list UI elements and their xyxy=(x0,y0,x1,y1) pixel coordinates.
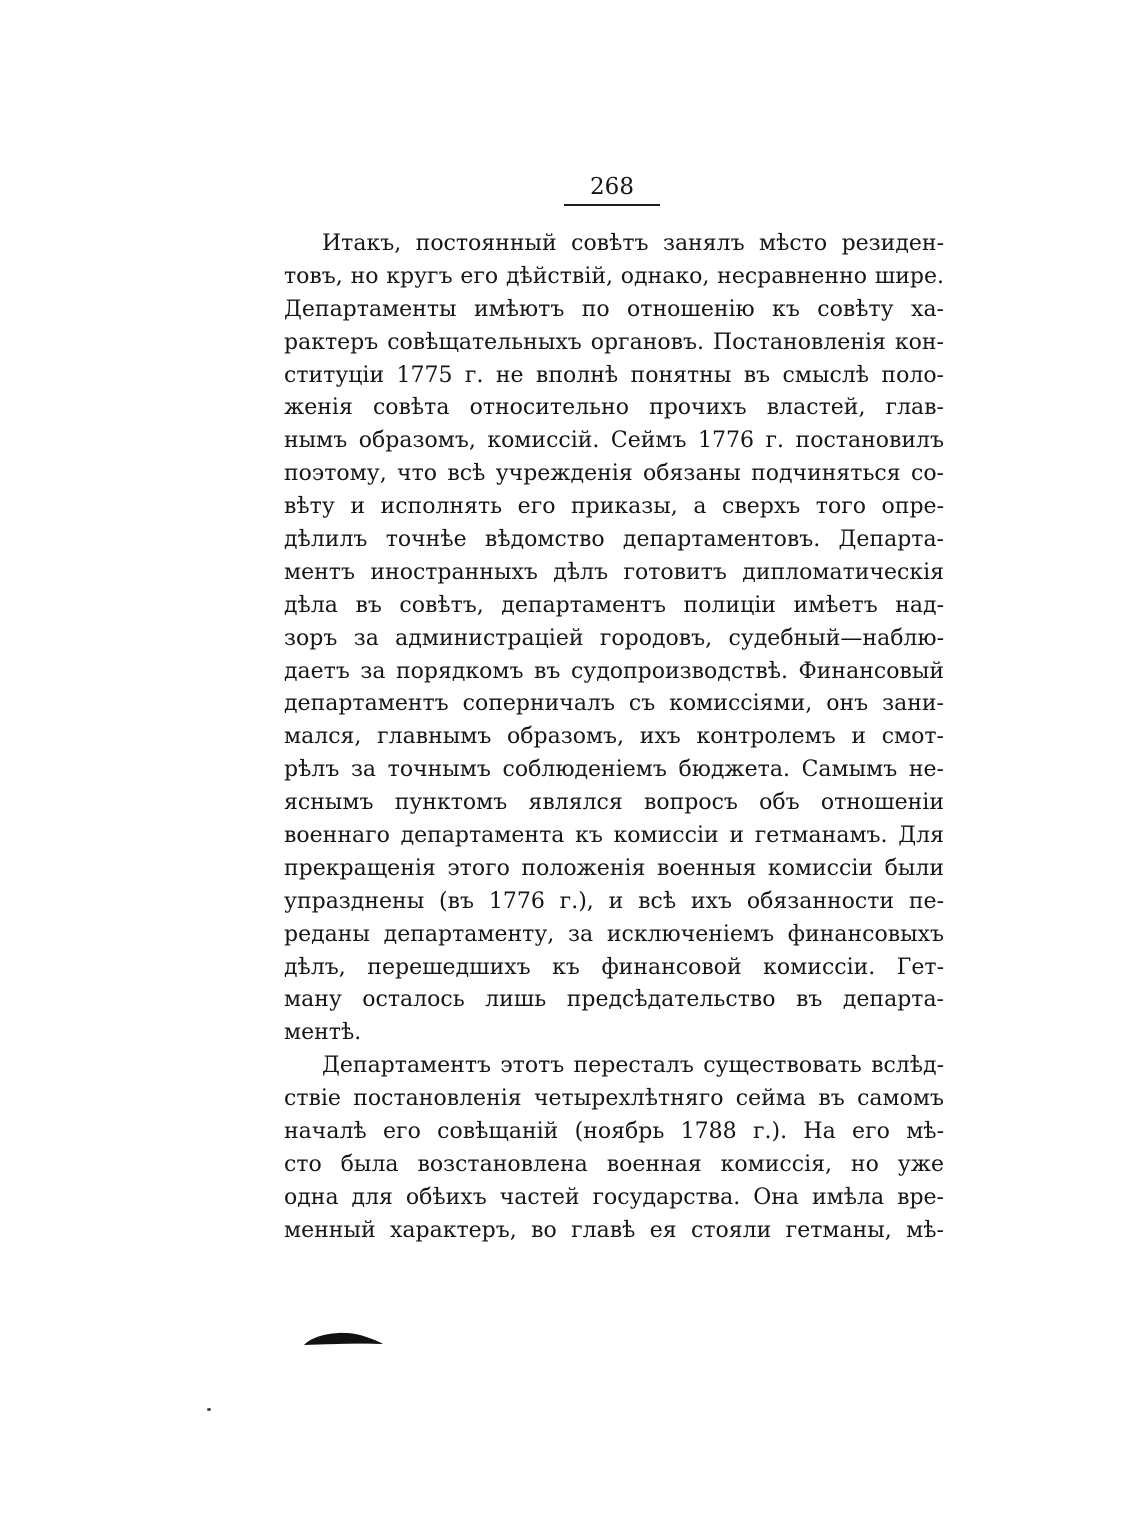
text-line: поэтому, что всѣ учрежденія обязаны подчиняться со- xyxy=(284,461,944,487)
text-line: вѣту и исполнять его приказы, а сверхъ того опре- xyxy=(284,494,944,520)
text-line: яснымъ пунктомъ являлся вопросъ объ отношеніи xyxy=(284,790,944,816)
text-line: Департаменты имѣютъ по отношенію къ совѣту ха- xyxy=(284,296,944,322)
text-line: рѣлъ за точнымъ соблюденіемъ бюджета. Самымъ не- xyxy=(284,757,944,783)
text-line: упразднены (въ 1776 г.), и всѣ ихъ обязанности пе- xyxy=(284,888,944,914)
text-line: менный характеръ, во главѣ ея стояли гетманы, мѣ- xyxy=(284,1217,944,1243)
text-line: ствіе постановленія четырехлѣтняго сейма въ самомъ xyxy=(284,1086,944,1112)
text-line: даетъ за порядкомъ въ судопроизводствѣ. Финансовый xyxy=(284,658,944,684)
text-line: ману осталось лишь предсѣдательство въ департа- xyxy=(284,987,944,1013)
text-line: началѣ его совѣщаній (ноябрь 1788 г.). На его мѣ- xyxy=(284,1119,944,1145)
page-number-rule xyxy=(564,204,660,206)
text-line: ментѣ. xyxy=(284,1020,362,1046)
page-number: 268 xyxy=(590,174,634,200)
text-line: женія совѣта относительно прочихъ властей, глав- xyxy=(284,395,944,421)
text-line: военнаго департамента къ комиссіи и гетманамъ. Для xyxy=(284,823,944,849)
text-line: дѣлилъ точнѣе вѣдомство департаментовъ. Департа- xyxy=(284,527,944,553)
text-line: прекращенія этого положенія военныя комиссіи были xyxy=(284,855,944,881)
text-line: сто была возстановлена военная комиссія, но уже xyxy=(284,1151,944,1177)
text-line: рактеръ совѣщательныхъ органовъ. Постановленія кон- xyxy=(284,329,944,355)
text-line: Итакъ, постоянный совѣтъ занялъ мѣсто резиден- xyxy=(322,231,944,256)
text-line: мался, главнымъ образомъ, ихъ контролемъ и смот- xyxy=(284,724,944,750)
paragraph-1 xyxy=(284,228,944,1050)
text-line: нымъ образомъ, комиссій. Сеймъ 1776 г. постановилъ xyxy=(284,428,944,454)
ink-speck-mark xyxy=(207,1408,211,1411)
text-line: ституціи 1775 г. не вполнѣ понятны въ смыслѣ поло- xyxy=(284,362,944,388)
text-line: дѣла въ совѣтъ, департаментъ полиціи имѣетъ над- xyxy=(284,592,944,618)
text-line: товъ, но кругъ его дѣйствій, однако, несравненно шире. xyxy=(284,263,944,289)
paragraph-2 xyxy=(284,1050,944,1247)
text-line: зоръ за администраціей городовъ, судебный—наблю- xyxy=(284,625,944,651)
text-line: дѣлъ, перешедшихъ къ финансовой комиссіи. Гет- xyxy=(284,954,944,980)
ink-blot-mark xyxy=(302,1330,384,1348)
text-line: одна для обѣихъ частей государства. Она имѣла вре- xyxy=(284,1184,944,1210)
text-line: ментъ иностранныхъ дѣлъ готовитъ дипломатическія xyxy=(284,559,944,585)
text-line: Департаментъ этотъ пересталъ существовать вслѣд- xyxy=(322,1053,944,1079)
text-line: департаментъ соперничалъ съ комиссіями, онъ зани- xyxy=(284,691,944,717)
text-line: реданы департаменту, за исключеніемъ финансовыхъ xyxy=(284,921,944,947)
body-text xyxy=(284,228,944,1248)
